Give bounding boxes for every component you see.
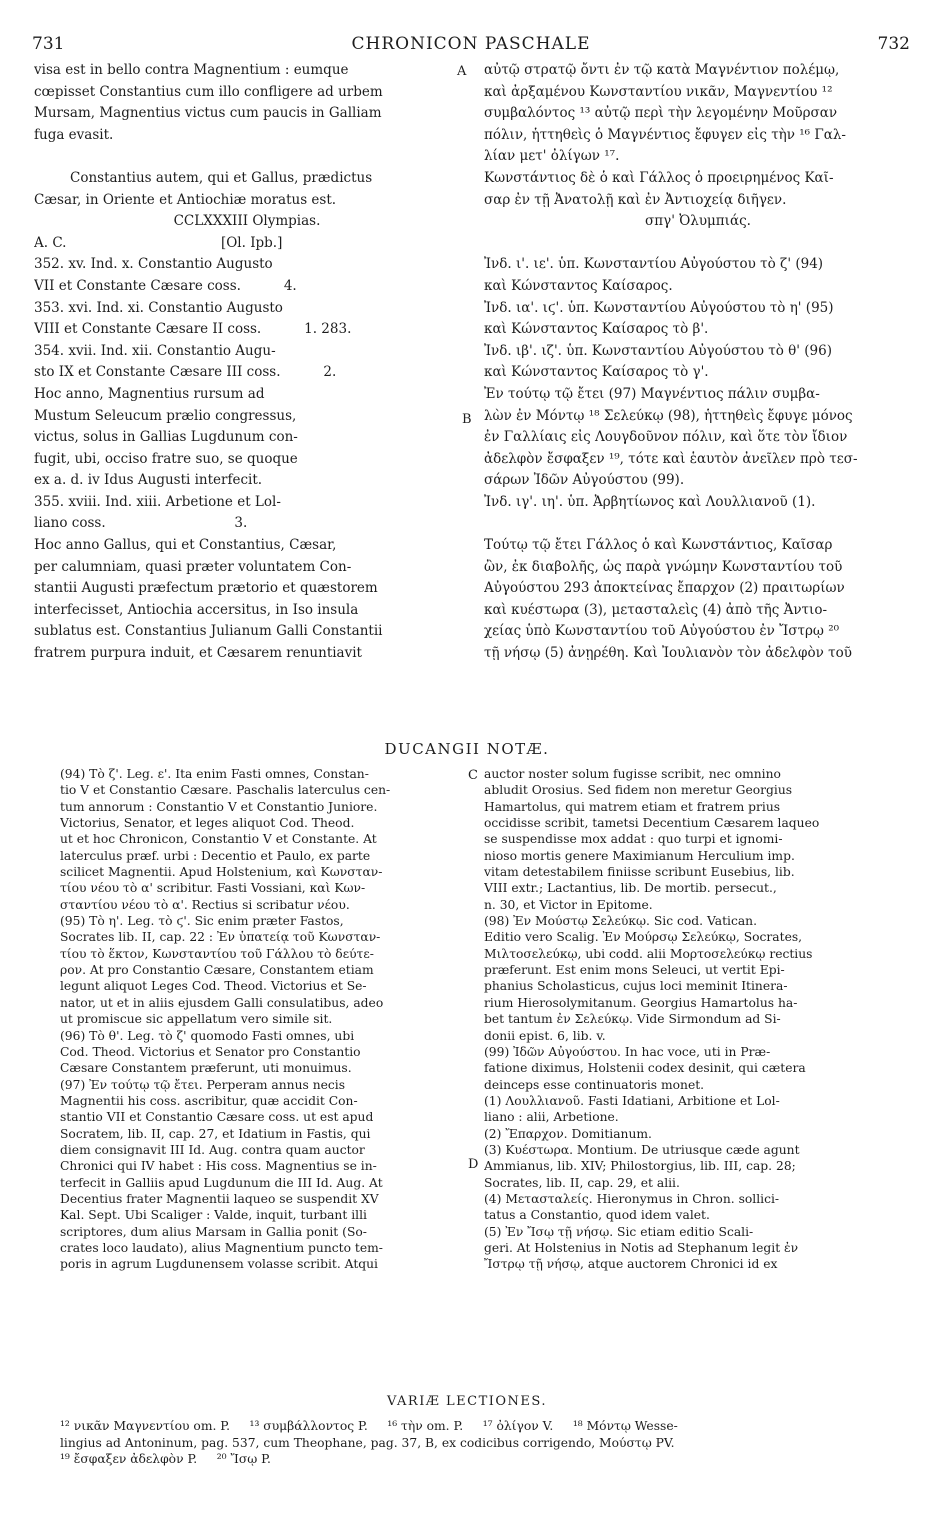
note-line: Editio vero Scalig. Ἐν Μούρσῳ Σελεύκῳ, Socrates, [484,930,803,945]
note-line: bet tantum ἐν Σελεύκῳ. Vide Sirmondum ad Si- [484,1012,781,1027]
note-line: legunt aliquot Leges Cod. Theod. Victorius et Se- [60,979,367,994]
greek-text-line: τῇ νήσῳ (5) ἀνῃρέθη. Καὶ Ἰουλιανὸν τὸν ἀδελφὸν τοῦ [484,645,852,662]
note-line: Ἴστρῳ τῇ νήσῳ, atque auctorem Chronici id ex [484,1257,778,1272]
note-line: geri. At Holstenius in Notis ad Stephanum legit ἐν [484,1240,799,1255]
latin-text-line: cœpisset Constantius cum illo confligere ad urbem [34,83,383,100]
note-line: σταντίου νέου τὸ α'. Rectius si scribatur νέου. [60,897,350,912]
greek-text-line: λίαν μετ' ὀλίγων ¹⁷. [484,148,620,165]
latin-text-line [34,146,460,168]
greek-text-line: καὶ Κώνσταντος Καίσαρος τὸ β'. [484,321,709,338]
note-line: tatus a Constantio, quod idem valet. [484,1208,710,1223]
greek-text-column [484,60,912,665]
latin-text-line: sto IX et Constante Cæsare III coss. 2. [34,364,337,381]
variae-heading: VARIÆ LECTIONES. [387,1394,547,1409]
note-line: stantio VII et Constantio Cæsare coss. ut est apud [60,1110,374,1125]
note-line: n. 30, et Victor in Epitome. [484,897,653,912]
latin-text-column [34,60,460,665]
latin-text-line: fratrem purpura induit, et Cæsarem renuntiavit [34,645,362,662]
note-line: (96) Τὸ θ'. Leg. τὸ ζ' quomodo Fasti omnes, ubi [60,1028,355,1043]
latin-text-line: Mustum Seleucum prælio congressus, [34,407,297,424]
variant-reading-line: ¹⁹ ἔσφαξεν ἀδελφὸν P. ²⁰ Ἴσῳ P. [60,1452,271,1466]
greek-text-line: Ἰνδ. ι'. ιε'. ὑπ. Κωνσταντίου Αὐγούστου τὸ ζ' (94) [484,256,824,273]
note-line: τίου τὸ ἕκτον, Κωνσταντίου τοῦ Γάλλου τὸ δεύτε- [60,946,374,961]
note-line: Socrates, lib. II, cap. 29, et alii. [484,1175,680,1190]
note-line: phanius Scholasticus, cujus loci meminit Itinera- [484,979,788,994]
margin-marker-d: D [468,1157,479,1172]
margin-marker-c: C [468,768,478,783]
variant-reading-line: ¹² νικᾶν Μαγνεντίου om. P. ¹³ συμβάλλοντος P. ¹⁶ τὴν om. P. ¹⁷ ὀλίγον V. ¹⁸ Μόντῳ Wesse- [60,1419,678,1433]
note-line: deinceps esse continuatoris monet. [484,1077,705,1092]
note-line: scilicet Magnentii. Apud Holstenium, καὶ Κωνσταν- [60,865,383,880]
note-line: Hamartolus, qui matrem etiam et fratrem prius [484,799,781,814]
note-line: rium Hierosolymitanum. Georgius Hamartolus ha- [484,995,798,1010]
greek-text-line: σάρων Ἰδῶν Αὐγούστου (99). [484,472,685,489]
latin-text-line: liano coss. 3. [34,515,248,532]
note-line: ρον. At pro Constantio Cæsare, Constantem etiam [60,963,374,978]
note-line: nioso mortis genere Maximianum Herculium imp. [484,848,795,863]
latin-text-line: interfecisset, Antiochia accersitus, in Iso insula [34,601,359,618]
greek-text-line: Ἰνδ. ιγ'. ιη'. ὑπ. Ἀρβητίωνος καὶ Λουλλιανοῦ (1). [484,493,816,510]
greek-text-line: ἐν Γαλλίαις εἰς Λουγδοῦνον πόλιν, καὶ ὅτε τὸν ἴδιον [484,429,848,446]
variant-reading-line: lingius ad Antoninum, pag. 537, cum Theophane, pag. 37, B, ex codicibus corrigendo, Μούστῳ PV. [60,1435,675,1450]
latin-text-line: victus, solus in Gallias Lugdunum con- [34,429,298,446]
greek-text-line: καὶ Κώνσταντος Καίσαρος τὸ γ'. [484,364,709,381]
note-line: terfecit in Galliis apud Lugdunum die III Id. Aug. At [60,1175,383,1190]
latin-text-line: Hoc anno, Magnentius rursum ad [34,385,265,402]
note-line: (99) Ἰδῶν Αὐγούστου. In hac voce, uti in Præ- [484,1044,771,1059]
latin-text-line: A. C. [Ol. Ipb.] [34,234,283,251]
greek-text-line: συμβαλόντος ¹³ αὐτῷ περὶ τὴν λεγομένην Μοῦρσαν [484,105,838,122]
latin-text-line: per calumniam, quasi præter voluntatem Con- [34,558,352,575]
note-line: Ammianus, lib. XIV; Philostorgius, lib. III, cap. 28; [484,1159,796,1174]
notes-heading: DUCANGII NOTÆ. [384,740,550,758]
notes-left-column [60,766,464,1273]
running-header [32,34,910,56]
note-line: (94) Τὸ ζ'. Leg. ε'. Ita enim Fasti omnes, Constan- [60,767,369,781]
note-line: (97) Ἐν τούτῳ τῷ ἔτει. Perperam annus necis [60,1077,346,1092]
page-number-left: 731 [32,34,65,54]
latin-text-line: stantii Augusti præfectum prætorio et quæstorem [34,580,378,597]
note-line: diem consignavit III Id. Aug. contra quam auctor [60,1142,365,1157]
running-title: CHRONICON PASCHALE [351,34,591,54]
notes-right-column [484,766,902,1273]
latin-text-line: Hoc anno Gallus, qui et Constantius, Cæsar, [34,537,337,554]
latin-text-line: Mursam, Magnentius victus cum paucis in Galliam [34,105,382,122]
margin-marker-b: B [462,412,472,427]
latin-text-line: ex a. d. iv Idus Augusti interfecit. [34,472,263,489]
note-line: Chronici qui IV habet : His coss. Magnentius se in- [60,1159,377,1174]
note-line: præferunt. Est enim mons Seleuci, ut vertit Epi- [484,963,785,978]
note-line: poris in agrum Lugdunensem volasse scribit. Atqui [60,1257,378,1272]
note-line: liano : alii, Arbetione. [484,1110,619,1125]
note-line: (98) Ἐν Μούστῳ Σελεύκῳ. Sic cod. Vatican. [484,914,757,929]
note-line: (1) Λουλλιανοῦ. Fasti Idatiani, Arbitione et Lol- [484,1093,780,1108]
greek-text-line [484,513,912,535]
latin-text-line: 352. xv. Ind. x. Constantio Augusto [34,256,273,273]
note-line: occidisse scribit, tametsi Decentium Cæsarem laqueo [484,816,820,831]
greek-text-line: Κωνστάντιος δὲ ὁ καὶ Γάλλος ὁ προειρημένος Καῖ- [484,169,834,186]
greek-text-line: Τούτῳ τῷ ἔτει Γάλλος ὁ καὶ Κωνστάντιος, Καῖσαρ [484,537,833,554]
greek-text-line: ὢν, ἐκ διαβολῆς, ὡς παρὰ γνώμην Κωνσταντίου τοῦ [484,558,843,575]
greek-text-line: Ἰνδ. ια'. ιϛ'. ὑπ. Κωνσταντίου Αὐγούστου τὸ η' (95) [484,299,834,316]
note-line: Victorius, Senator, et leges aliquot Cod. Theod. [60,816,355,831]
latin-text-line: VII et Constante Cæsare coss. 4. [34,277,297,294]
note-line: crates loco laudato), alius Magnentium puncto tem- [60,1240,383,1255]
greek-text-line: Ἐν τούτῳ τῷ ἔτει (97) Μαγνέντιος πάλιν συμβα- [484,385,820,402]
latin-text-line: VIII et Constante Cæsare II coss. 1. 283. [34,321,352,338]
greek-text-line: Ἰνδ. ιβ'. ιζ'. ὑπ. Κωνσταντίου Αὐγούστου τὸ θ' (96) [484,342,833,359]
note-line: vitam detestabilem finiisse scribunt Eusebius, lib. [484,865,795,880]
page-number-right: 732 [877,34,910,54]
note-line: donii epist. 6, lib. v. [484,1028,606,1043]
note-line: Socrates lib. II, cap. 22 : Ἐν ὑπατείᾳ τοῦ Κωνσταν- [60,930,381,945]
note-line: Socratem, lib. II, cap. 27, et Idatium in Fastis, qui [60,1126,371,1141]
note-line: (3) Κυέστωρα. Montium. De utriusque cæde agunt [484,1142,800,1157]
latin-text-line: sublatus est. Constantius Julianum Galli Constantii [34,623,383,640]
greek-text-line [484,233,912,255]
note-line: Kal. Sept. Ubi Scaliger : Valde, inquit, turbant illi [60,1208,367,1223]
note-line: fatione diximus, Holstenii codex desinit, qui cætera [484,1061,806,1076]
greek-text-line: ἀδελφὸν ἔσφαξεν ¹⁹, τότε καὶ ἑαυτὸν ἀνεῖλεν πρὸ τεσ- [484,450,858,467]
note-line: Magnentii his coss. ascribitur, quæ accidit Con- [60,1093,358,1108]
note-line: (2) Ἔπαρχον. Domitianum. [484,1126,652,1141]
note-line: nator, ut et in aliis ejusdem Galli consulatibus, adeo [60,995,384,1010]
greek-text-line: λὼν ἐν Μόντῳ ¹⁸ Σελεύκῳ (98), ἡττηθεὶς ἔφυγε μόνος [484,407,853,424]
note-line: scriptores, dum alius Marsam in Gallia ponit (So- [60,1224,367,1239]
latin-text-line: fuga evasit. [34,126,114,143]
note-line: Cod. Theod. Victorius et Senator pro Constantio [60,1044,361,1059]
latin-text-line: CCLXXXIII Olympias. [173,213,321,230]
greek-text-line: σαρ ἐν τῇ Ἀνατολῇ καὶ ἐν Ἀντιοχείᾳ διῆγεν. [484,191,787,208]
greek-text-line: χείας ὑπὸ Κωνσταντίου τοῦ Αὐγούστου ἐν Ἴστρῳ ²⁰ [484,623,840,640]
note-line: tio V et Constantio Cæsare. Paschalis laterculus cen- [60,783,391,798]
latin-text-line: Cæsar, in Oriente et Antiochiæ moratus est. [34,191,337,208]
note-line: Decentius frater Magnentii laqueo se suspendit XV [60,1191,379,1206]
latin-text-line: fugit, ubi, occiso fratre suo, se quoque [34,450,298,467]
margin-marker-a: A [457,64,467,79]
latin-text-line: 355. xviii. Ind. xiii. Arbetione et Lol- [34,493,281,510]
note-line: abludit Orosius. Sed fidem non meretur Georgius [484,783,793,798]
greek-text-line: καὶ ἀρξαμένου Κωνσταντίου νικᾶν, Μαγνεντίου ¹² [484,83,833,100]
note-line: ut promiscue sic appellatum vero simile sit. [60,1012,333,1027]
note-line: (95) Τὸ η'. Leg. τὸ ϛ'. Sic enim præter Fastos, [60,914,344,929]
note-line: laterculus præf. urbi : Decentio et Paulo, ex parte [60,848,371,863]
latin-text-line: visa est in bello contra Magnentium : eumque [34,62,349,78]
latin-text-line: Constantius autem, qui et Gallus, prædictus [70,169,373,186]
greek-text-line: αὐτῷ στρατῷ ὄντι ἐν τῷ κατὰ Μαγνέντιον πολέμῳ, [484,62,840,78]
note-line: se suspendisse mox addat : quo turpi et ignomi- [484,832,783,847]
note-line: auctor noster solum fugisse scribit, nec omnino [484,767,781,781]
latin-text-line: 354. xvii. Ind. xii. Constantio Augu- [34,342,276,359]
note-line: ut et hoc Chronicon, Constantio V et Constante. At [60,832,377,847]
greek-text-line: πόλιν, ἡττηθεὶς ὁ Μαγνέντιος ἔφυγεν εἰς τὴν ¹⁶ Γαλ- [484,126,846,143]
variae-lectiones [60,1418,920,1468]
note-line: τίου νέου τὸ α' scribitur. Fasti Vossiani, καὶ Κων- [60,881,366,896]
note-line: (4) Μετασταλείς. Hieronymus in Chron. sollici- [484,1191,780,1206]
greek-text-line: καὶ Κώνσταντος Καίσαρος. [484,277,673,294]
latin-text-line: 353. xvi. Ind. xi. Constantio Augusto [34,299,283,316]
note-line: tum annorum : Constantio V et Constantio Juniore. [60,799,378,814]
greek-text-line: σπγ' Ὀλυμπιάς. [645,213,751,230]
greek-text-line: Αὐγούστου 293 ἀποκτείνας ἔπαρχον (2) πραιτωρίων [484,580,845,597]
greek-text-line: καὶ κυέστωρα (3), μετασταλεὶς (4) ἀπὸ τῆς Ἀντιο- [484,601,828,618]
note-line: Μιλτοσελεύκῳ, ubi codd. alii Μορτοσελεύκῳ rectius [484,946,813,961]
note-line: Cæsare Constantem præferunt, uti monuimus. [60,1061,352,1076]
note-line: (5) Ἐν Ἴσῳ τῇ νήσῳ. Sic etiam editio Scali- [484,1224,754,1239]
note-line: VIII extr.; Lactantius, lib. De mortib. persecut., [484,881,777,896]
